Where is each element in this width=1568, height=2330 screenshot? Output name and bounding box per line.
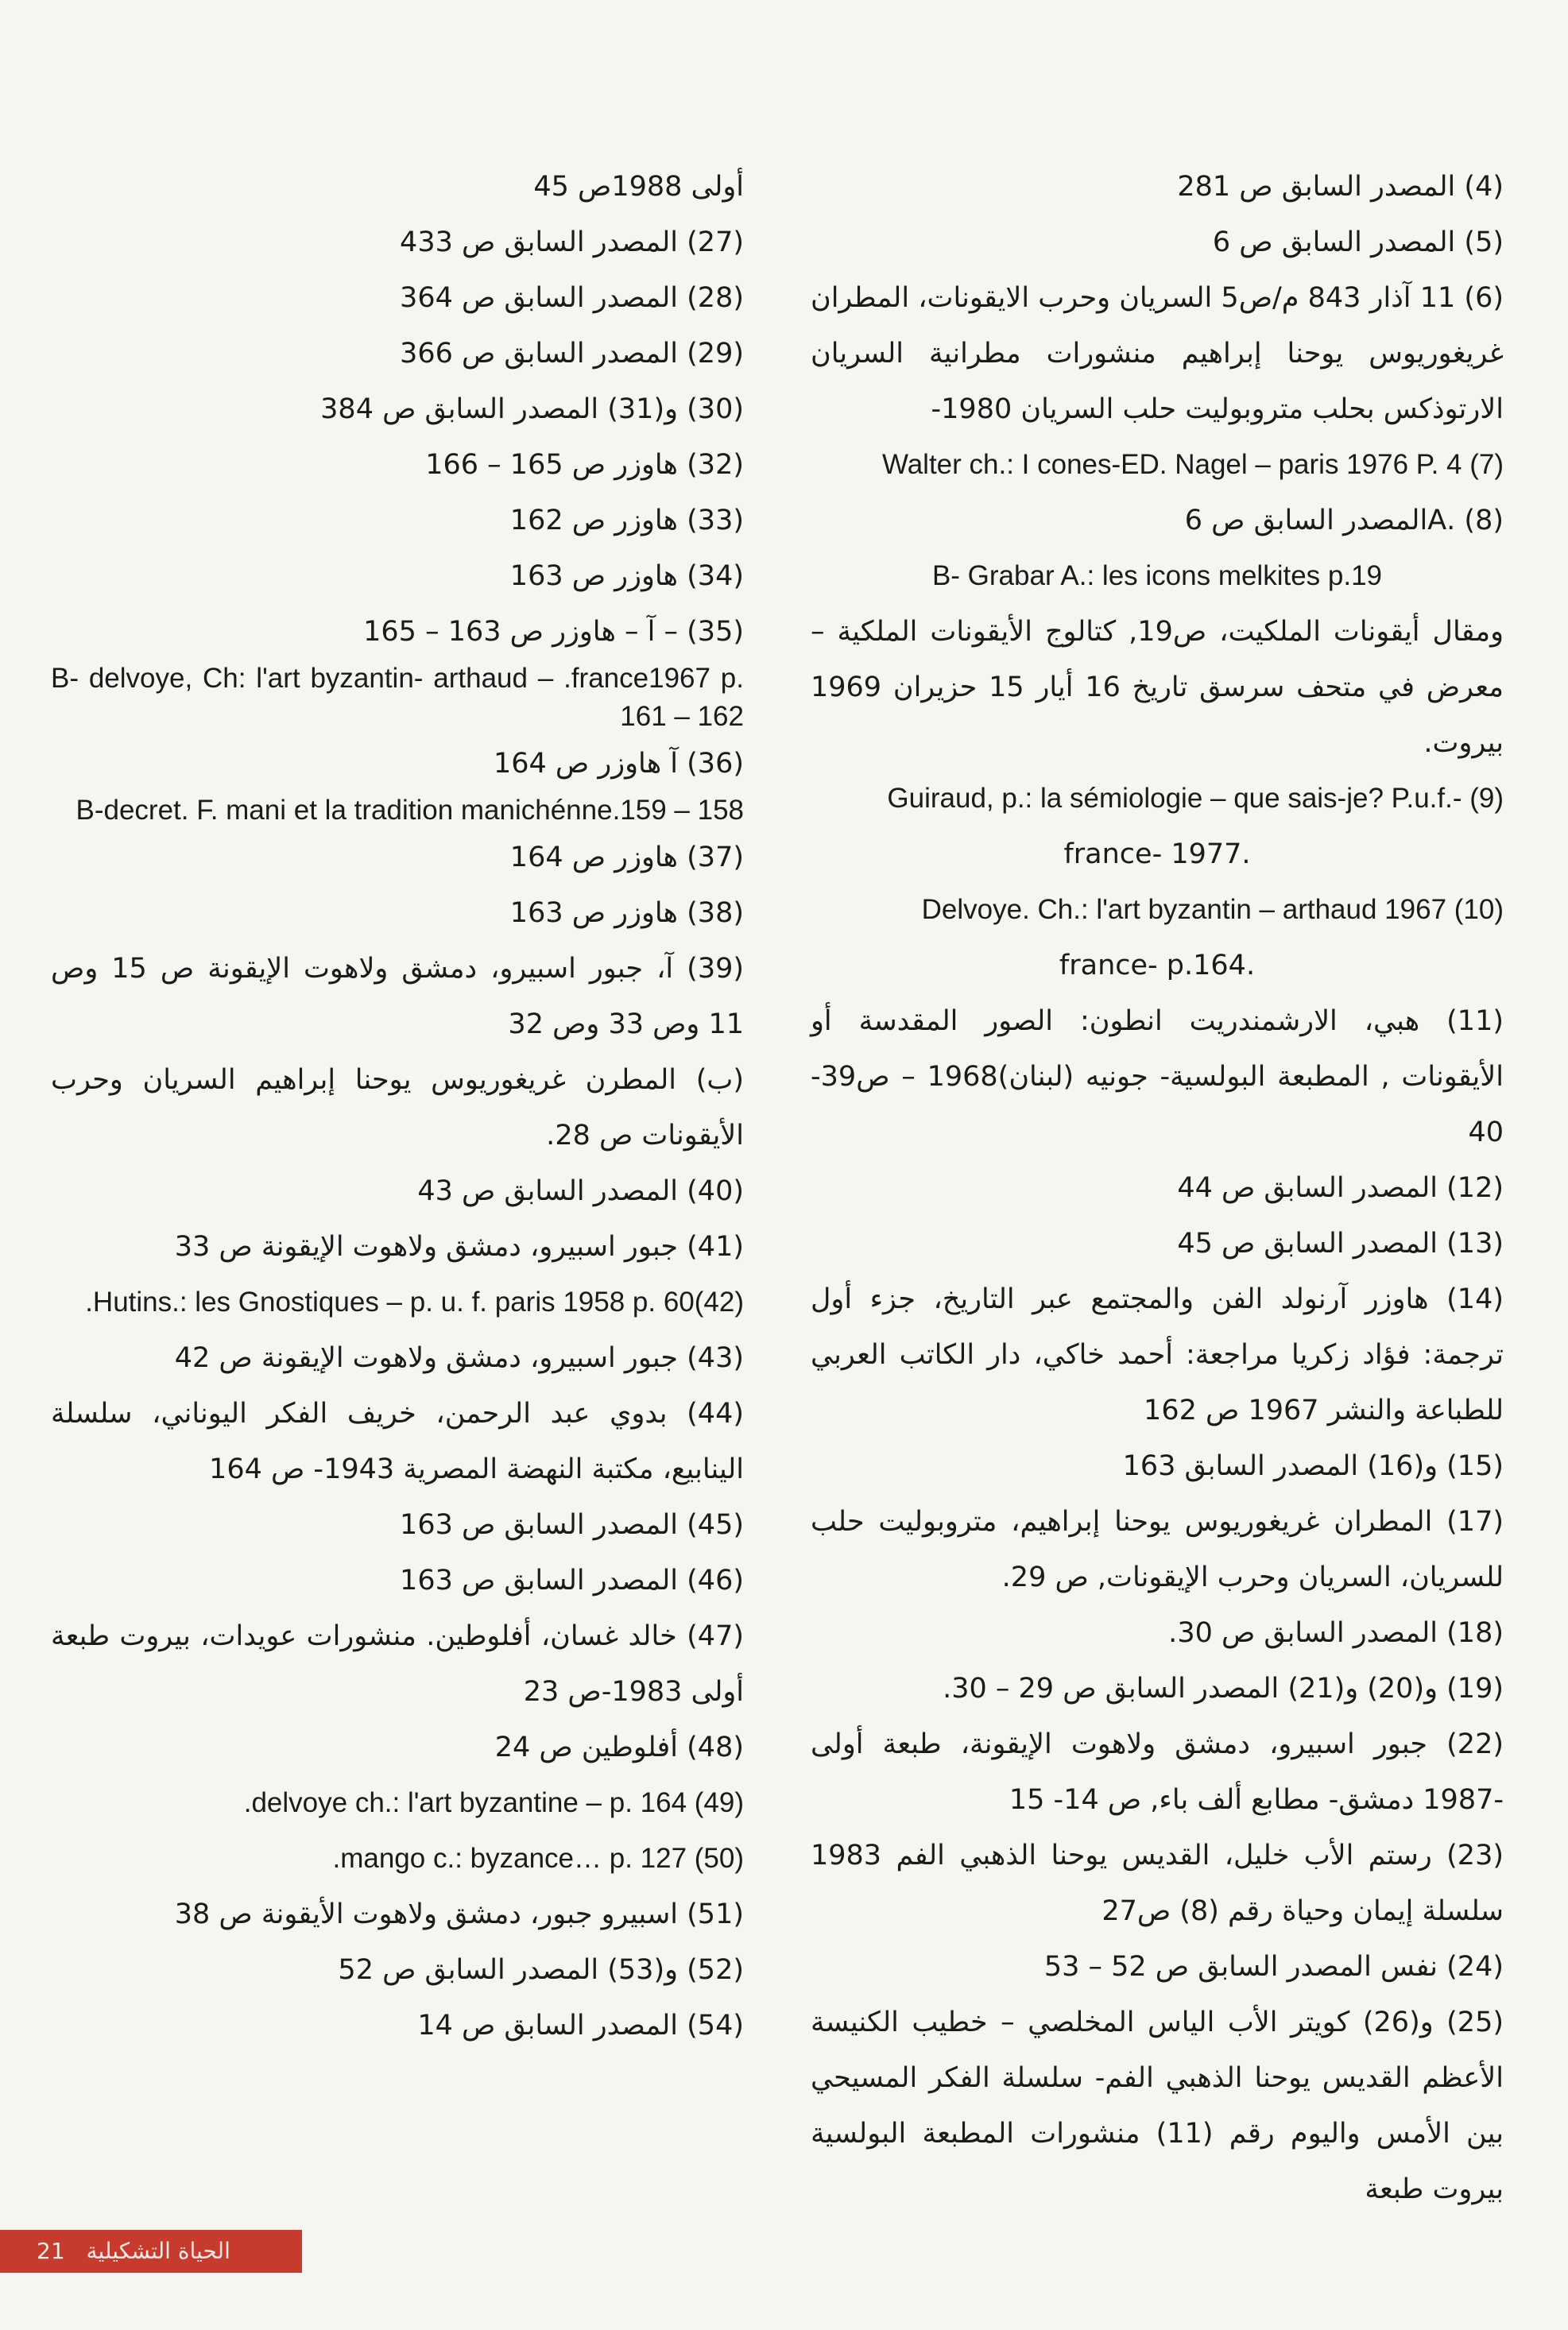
footnote-entry: .mango c.: byzance… p. 127 (50) bbox=[332, 1843, 744, 1874]
footnote-entry: (51) اسبيرو جبور، دمشق ولاهوت الأيقونة ص 38 bbox=[174, 1898, 744, 1930]
footnote-entry: (24) نفس المصدر السابق ص 52 – 53 bbox=[1043, 1951, 1504, 1983]
footnote-entry: (40) المصدر السابق ص 43 bbox=[417, 1175, 744, 1207]
footnote-entry: (43) جبور اسبيرو، دمشق ولاهوت الإيقونة ص 42 bbox=[174, 1342, 744, 1374]
footnote-entry: (52) و(53) المصدر السابق ص 52 bbox=[338, 1954, 744, 1986]
footnote-entry: (47) خالد غسان، أفلوطين. منشورات عويدات، بيروت طبعة أولى 1983-ص 23 bbox=[51, 1620, 744, 1708]
footnote-entry: (17) المطران غريغوريوس يوحنا إبراهيم، متروبوليت حلب للسريان، السريان وحرب الإيقونات, ص 29. bbox=[811, 1506, 1504, 1593]
footnote-entry: (23) رستم الأب خليل، القديس يوحنا الذهبي الفم 1983 سلسلة إيمان وحياة رقم (8) ص27 bbox=[811, 1840, 1504, 1927]
notes-column-left bbox=[51, 159, 744, 2053]
magazine-title: الحياة التشكيلية bbox=[86, 2238, 230, 2264]
footnote-entry: B- delvoye, Ch: l'art byzantin- arthaud – .france1967 p. 161 – 162 bbox=[51, 663, 744, 732]
footnote-entry: (14) هاوزر آرنولد الفن والمجتمع عبر التاريخ، جزء أول ترجمة: فؤاد زكريا مراجعة: أحمد خاكي، دار الكاتب العربي للطباعة والنشر 1967 ص 162 bbox=[811, 1283, 1504, 1426]
footnote-entry: (25) و(26) كويتر الأب الياس المخلصي – خطيب الكنيسة الأعظم القديس يوحنا الذهبي الفم- سلسلة الفكر المسيحي بين الأمس واليوم رقم (11) منشورات المطبعة البولسية بيروت طبعة bbox=[811, 2007, 1504, 2205]
footnote-entry: (38) هاوزر ص 163 bbox=[509, 897, 744, 929]
footnote-entry: B- Grabar A.: les icons melkites p.19 bbox=[931, 560, 1383, 591]
footnote-entry: Guiraud, p.: la sémiologie – que sais-je? P.u.f.- (9) bbox=[887, 783, 1504, 814]
footnote-entry: (ب) المطرن غريغوريوس يوحنا إبراهيم السريان وحرب الأيقونات ص 28. bbox=[51, 1064, 744, 1151]
footnote-entry: (54) المصدر السابق ص 14 bbox=[417, 2010, 744, 2042]
footnote-entry: (46) المصدر السابق ص 163 bbox=[400, 1565, 744, 1597]
footnote-entry: (36) آ هاوزر ص 164 bbox=[493, 748, 744, 780]
footnote-entry: (19) و(20) و(21) المصدر السابق ص 29 – 30. bbox=[943, 1673, 1504, 1705]
footnote-entry: (37) هاوزر ص 164 bbox=[509, 842, 744, 873]
footnote-entry: (18) المصدر السابق ص 30. bbox=[1168, 1617, 1504, 1649]
footnote-entry: (13) المصدر السابق ص 45 bbox=[1177, 1228, 1504, 1260]
footnote-entry: Delvoye. Ch.: l'art byzantin – arthaud 1967 (10) bbox=[921, 894, 1504, 925]
footer-bar bbox=[0, 2230, 302, 2273]
footnote-entry: (35) – آ – هاوزر ص 163 – 165 bbox=[363, 616, 744, 648]
footnote-entry: (12) المصدر السابق ص 44 bbox=[1177, 1172, 1504, 1204]
footnote-entry: (34) هاوزر ص 163 bbox=[509, 560, 744, 592]
footnote-entry: (15) و(16) المصدر السابق 163 bbox=[1122, 1450, 1504, 1482]
footnote-entry: (22) جبور اسبيرو، دمشق ولاهوت الإيقونة، طبعة أولى -1987 دمشق- مطابع ألف باء, ص 14- 15 bbox=[811, 1728, 1504, 1816]
footnote-entry: (44) بدوي عبد الرحمن، خريف الفكر اليوناني، سلسلة الينابيع، مكتبة النهضة المصرية 1943- ص 164 bbox=[51, 1398, 744, 1485]
footnote-entry: (27) المصدر السابق ص 433 bbox=[400, 226, 744, 258]
footnote-entry: (39) آ، جبور اسبيرو، دمشق ولاهوت الإيقونة ص 15 وص 11 وص 33 وص 32 bbox=[51, 953, 745, 1040]
footnote-entry: (11) هبي، الارشمندريت انطون: الصور المقدسة أو الأيقونات , المطبعة البولسية- جونيه (لبنان)1968 – ص39-40 bbox=[811, 1005, 1504, 1148]
footnote-entry: ومقال أيقونات الملكيت، ص19, كتالوج الأيقونات الملكية – معرض في متحف سرسق تاريخ 16 أيار 15 حزيران 1969 بيروت. bbox=[811, 616, 1504, 759]
footnote-entry: (32) هاوزر ص 165 – 166 bbox=[425, 449, 744, 481]
footnote-entry: (6) 11 آذار 843 م/ص5 السريان وحرب الايقونات، المطران غريغوريوس يوحنا إبراهيم منشورات مطرانية السريان الارتوذكس بحلب متروبوليت حلب السريان 1980- bbox=[811, 282, 1504, 425]
footnote-entry: .france- p.164 bbox=[1059, 950, 1256, 981]
footnote-entry: (41) جبور اسبيرو، دمشق ولاهوت الإيقونة ص 33 bbox=[174, 1231, 744, 1263]
footnote-entry: .delvoye ch.: l'art byzantine – p. 164 (49) bbox=[243, 1787, 744, 1818]
footnote-entry: (29) المصدر السابق ص 366 bbox=[400, 338, 744, 370]
footnote-entry: .Hutins.: les Gnostiques – p. u. f. paris 1958 p. 60(42) bbox=[85, 1287, 744, 1318]
footnote-entry: (33) هاوزر ص 162 bbox=[509, 505, 744, 536]
footnote-entry: (28) المصدر السابق ص 364 bbox=[400, 282, 744, 314]
footnote-entry: .france- 1977 bbox=[1063, 838, 1251, 870]
footnote-entry: (8) .Aالمصدر السابق ص 6 bbox=[1184, 505, 1504, 536]
notes-column-right bbox=[811, 159, 1504, 2217]
footnote-entry: (30) و(31) المصدر السابق ص 384 bbox=[320, 393, 744, 425]
footnote-entry: (4) المصدر السابق ص 281 bbox=[1177, 171, 1504, 203]
footnote-entry: B-decret. F. mani et la tradition manichénne.159 – 158 bbox=[75, 795, 744, 826]
footnote-entry: (45) المصدر السابق ص 163 bbox=[400, 1509, 744, 1541]
page-number: 21 bbox=[37, 2238, 65, 2264]
footnote-entry: أولى 1988ص 45 bbox=[533, 171, 744, 203]
footnote-entry: Walter ch.: I cones-ED. Nagel – paris 1976 P. 4 (7) bbox=[881, 449, 1504, 480]
footnote-entry: (48) أفلوطين ص 24 bbox=[494, 1732, 744, 1763]
footnote-entry: (5) المصدر السابق ص 6 bbox=[1212, 226, 1504, 258]
